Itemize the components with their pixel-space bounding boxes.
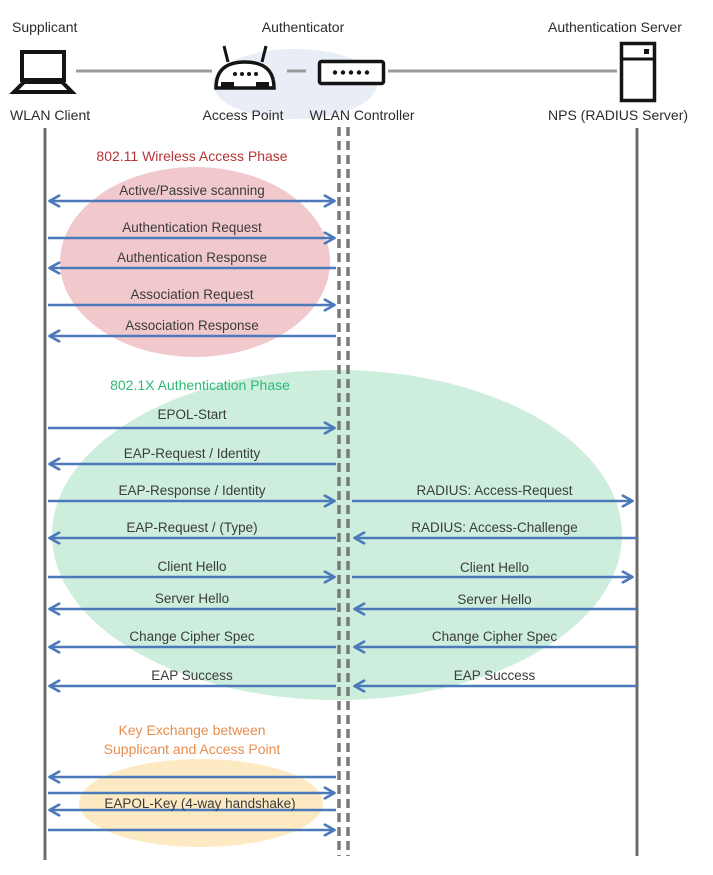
msg-server-hello-left: Server Hello xyxy=(154,591,230,606)
msg-change-cipher-left: Change Cipher Spec xyxy=(129,629,255,644)
phase-title-wireless-access: 802.11 Wireless Access Phase xyxy=(96,148,288,164)
msg-client-hello-left: Client Hello xyxy=(157,559,227,574)
device-access-point: Access Point xyxy=(202,107,284,123)
msg-radius-access-request: RADIUS: Access-Request xyxy=(416,483,573,498)
msg-eap-response-identity: EAP-Response / Identity xyxy=(118,483,266,498)
phase-title-key-exchange-line2: Supplicant and Access Point xyxy=(103,741,281,757)
device-nps: NPS (RADIUS Server) xyxy=(548,107,689,123)
msg-epol-start: EPOL-Start xyxy=(157,407,227,422)
role-supplicant: Supplicant xyxy=(12,19,78,35)
server-icon xyxy=(622,44,655,101)
role-authenticator: Authenticator xyxy=(261,19,345,35)
phase-title-dot1x: 802.1X Authentication Phase xyxy=(110,377,290,393)
msg-auth-request: Authentication Request xyxy=(122,220,262,235)
phase-title-key-exchange-line1: Key Exchange between xyxy=(118,722,266,738)
msg-auth-response: Authentication Response xyxy=(116,250,268,265)
msg-eapol-key: EAPOL-Key (4-way handshake) xyxy=(104,796,296,811)
msg-assoc-request: Association Request xyxy=(130,287,254,302)
role-auth-server: Authentication Server xyxy=(548,19,682,35)
msg-eap-success-left: EAP Success xyxy=(151,668,233,683)
access-point-icon xyxy=(216,46,274,88)
laptop-icon xyxy=(14,52,72,92)
msg-eap-success-right: EAP Success xyxy=(453,668,536,683)
msg-eap-request-type: EAP-Request / (Type) xyxy=(126,520,258,535)
device-wlan-controller: WLAN Controller xyxy=(309,107,415,123)
msg-server-hello-right: Server Hello xyxy=(457,592,532,607)
msg-scanning: Active/Passive scanning xyxy=(119,183,265,198)
msg-assoc-response: Association Response xyxy=(125,318,259,333)
msg-eap-request-identity: EAP-Request / Identity xyxy=(123,446,261,461)
wlan-controller-icon xyxy=(320,62,384,84)
device-wlan-client: WLAN Client xyxy=(10,107,91,123)
msg-change-cipher-right: Change Cipher Spec xyxy=(431,629,558,644)
msg-radius-access-challenge: RADIUS: Access-Challenge xyxy=(411,520,578,535)
msg-client-hello-right: Client Hello xyxy=(459,560,530,575)
